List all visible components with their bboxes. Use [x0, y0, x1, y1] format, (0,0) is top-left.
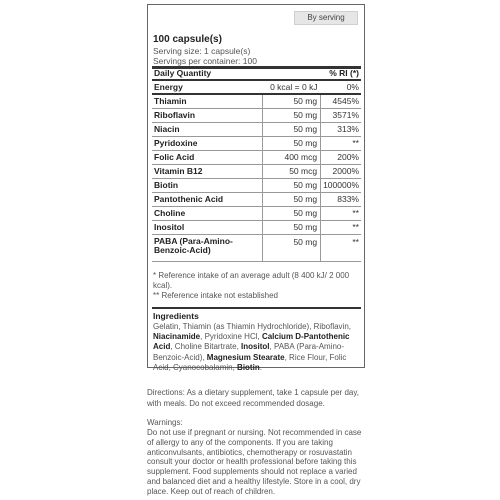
ingredient-highlight: Calcium D-Pantothenic Acid	[153, 332, 350, 352]
nutrient-ri: 3571%	[321, 108, 361, 122]
no-ri-footnote: ** Reference intake not established	[153, 291, 278, 300]
by-serving-button[interactable]: By serving	[294, 11, 358, 25]
energy-amount: 0 kcal = 0 kJ	[263, 80, 321, 94]
table-row	[152, 206, 361, 220]
table-row	[152, 136, 361, 150]
nutrient-amount: 400 mcg	[263, 150, 321, 164]
nutrient-ri: 2000%	[321, 164, 361, 178]
nutrient-name: Choline	[152, 206, 263, 220]
warnings-text: Do not use if pregnant or nursing. Not recommended in case of allergy to any of the components. If you are taking anticonvulsants, antibiotics, chemotherapy or rosuvastatin consult your doctor or health professional before taking this supplement. Food supplements should not replace a varied and balanced diet and a healthy lifestyle. Store in a cool, dry place. Keep out of reach of children.	[147, 428, 362, 496]
nutrient-name: Riboflavin	[152, 108, 263, 122]
nutrient-amount: 50 mg	[263, 108, 321, 122]
nutrient-amount: 50 mg	[263, 192, 321, 206]
nutrient-name: Niacin	[152, 122, 263, 136]
nutrient-amount: 50 mg	[263, 206, 321, 220]
nutrient-name: PABA (Para-Amino-Benzoic-Acid)	[152, 234, 263, 261]
ingredient-highlight: Magnesium Stearate	[206, 352, 285, 362]
header-daily-quantity: Daily Quantity	[152, 67, 263, 80]
table-row	[152, 234, 361, 261]
nutrition-table	[152, 67, 361, 262]
package-title: 100 capsule(s)	[153, 34, 222, 45]
nutrient-amount: 50 mg	[263, 136, 321, 150]
nutrient-ri: **	[321, 234, 361, 261]
table-row	[152, 220, 361, 234]
nutrient-ri: 200%	[321, 150, 361, 164]
energy-row	[152, 80, 361, 94]
directions-text: As a dietary supplement, take 1 capsule per day, with meals. Do not exceed recommended dosage.	[147, 388, 359, 408]
nutrient-name: Vitamin B12	[152, 164, 263, 178]
ingredient-highlight: Niacinamide	[153, 332, 201, 342]
table-row	[152, 94, 361, 108]
nutrient-ri: 4545%	[321, 94, 361, 108]
nutrient-amount: 50 mg	[263, 122, 321, 136]
nutrient-ri: **	[321, 136, 361, 150]
ingredients-text	[153, 322, 361, 373]
table-row	[152, 150, 361, 164]
nutrient-amount: 50 mg	[263, 234, 321, 261]
ri-footnote: * Reference intake of an average adult (8 400 kJ/ 2 000 kcal).	[153, 271, 350, 290]
table-row	[152, 178, 361, 192]
serving-size: Serving size: 1 capsule(s)	[153, 46, 251, 56]
reference-notes	[153, 271, 359, 301]
nutrition-facts-panel	[147, 4, 365, 372]
ingredient-text-part: , Pyridoxine HCl,	[200, 332, 262, 342]
nutrient-ri: 100000%	[321, 178, 361, 192]
warnings-title: Warnings:	[147, 418, 183, 427]
servings-per-container: Servings per container: 100	[153, 56, 257, 66]
ingredient-highlight: Biotin	[237, 362, 260, 372]
nutrient-amount: 50 mg	[263, 178, 321, 192]
ingredient-text-part: , Rice Flour, Folic Acid, Cyanocobalamin,	[153, 352, 347, 372]
nutrient-name: Inositol	[152, 220, 263, 234]
ingredient-highlight: Inositol	[241, 342, 270, 352]
energy-label: Energy	[152, 80, 263, 94]
directions-label: Directions:	[147, 388, 185, 397]
header-ri: % RI (*)	[263, 67, 361, 80]
nutrient-amount: 50 mg	[263, 220, 321, 234]
ingredients-title: Ingredients	[153, 311, 199, 321]
ingredient-text-part: , Choline Bitartrate,	[170, 342, 242, 352]
ingredient-text-part: Gelatin, Thiamin (as Thiamin Hydrochloride), Riboflavin,	[153, 322, 352, 331]
ingredients-divider	[152, 307, 361, 309]
ingredient-text-part: , PABA (Para-Amino-Benzoic-Acid),	[153, 342, 345, 362]
nutrient-name: Biotin	[152, 178, 263, 192]
nutrient-ri: **	[321, 220, 361, 234]
table-row	[152, 192, 361, 206]
directions	[147, 388, 367, 409]
energy-ri: 0%	[321, 80, 361, 94]
nutrient-ri: **	[321, 206, 361, 220]
nutrient-name: Thiamin	[152, 94, 263, 108]
table-row	[152, 164, 361, 178]
ingredient-text-part: .	[259, 362, 262, 372]
nutrient-amount: 50 mg	[263, 94, 321, 108]
nutrient-ri: 833%	[321, 192, 361, 206]
table-header-row	[152, 67, 361, 80]
nutrient-ri: 313%	[321, 122, 361, 136]
nutrient-amount: 50 mcg	[263, 164, 321, 178]
nutrient-name: Pyridoxine	[152, 136, 263, 150]
nutrient-name: Folic Acid	[152, 150, 263, 164]
nutrient-name: Pantothenic Acid	[152, 192, 263, 206]
table-row	[152, 122, 361, 136]
table-row	[152, 108, 361, 122]
